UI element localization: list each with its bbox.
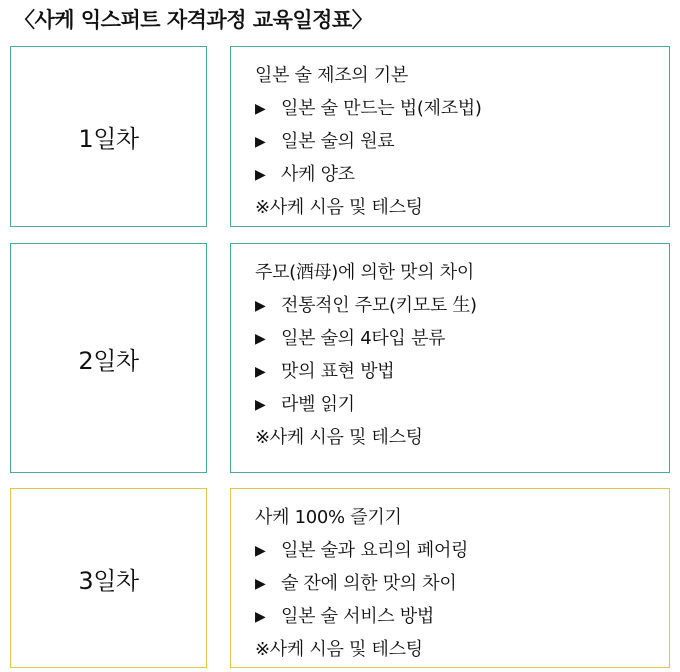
day-2-note: ※사케 시음 및 테스팅 (255, 427, 423, 448)
day-1-note: ※사케 시음 및 테스팅 (255, 197, 423, 218)
list-item-text: 일본 술과 요리의 페어링 (281, 540, 469, 561)
day-1-heading: 일본 술 제조의 기본 (255, 65, 408, 86)
day-3-content (230, 488, 670, 668)
bullet-triangle-icon: ▶ (255, 543, 266, 559)
day-3-box (10, 488, 207, 668)
list-item (255, 388, 669, 421)
list-item-text: 일본 술 만드는 법(제조법) (281, 98, 482, 119)
bullet-triangle-icon: ▶ (255, 298, 266, 314)
day-1-label: 1일차 (78, 125, 139, 153)
list-item-text: 일본 술의 원료 (281, 131, 395, 152)
list-item (255, 289, 669, 322)
bullet-triangle-icon: ▶ (255, 134, 266, 150)
list-item-text: 전통적인 주모(키모토 生) (281, 295, 477, 316)
day-1-content (230, 46, 670, 227)
list-item (255, 567, 669, 600)
bullet-triangle-icon: ▶ (255, 576, 266, 592)
day-2-heading: 주모(酒母)에 의한 맛의 차이 (255, 262, 474, 283)
day-3-heading: 사케 100% 즐기기 (255, 507, 402, 528)
bullet-triangle-icon: ▶ (255, 101, 266, 117)
list-item-text: 라벨 읽기 (281, 394, 355, 415)
list-item (255, 355, 669, 388)
bullet-triangle-icon: ▶ (255, 364, 266, 380)
day-3-note: ※사케 시음 및 테스팅 (255, 639, 423, 660)
bullet-triangle-icon: ▶ (255, 331, 266, 347)
list-item-text: 일본 술 서비스 방법 (281, 606, 434, 627)
bullet-triangle-icon: ▶ (255, 609, 266, 625)
page-title: 〈사케 익스퍼트 자격과정 교육일정표〉 (14, 8, 373, 32)
list-item (255, 158, 669, 191)
bullet-triangle-icon: ▶ (255, 397, 266, 413)
list-item-text: 사케 양조 (281, 164, 355, 185)
list-item (255, 125, 669, 158)
day-3-label: 3일차 (78, 566, 139, 595)
bullet-triangle-icon: ▶ (255, 167, 266, 183)
list-item-text: 일본 술의 4타입 분류 (281, 328, 446, 349)
day-2-content (230, 243, 670, 473)
day-2-label: 2일차 (78, 346, 139, 375)
list-item-text: 맛의 표현 방법 (281, 361, 395, 382)
list-item (255, 92, 669, 125)
list-item (255, 534, 669, 567)
day-2-box (10, 243, 207, 473)
list-item-text: 술 잔에 의한 맛의 차이 (281, 573, 457, 594)
day-1-box (10, 46, 207, 227)
list-item (255, 322, 669, 355)
list-item (255, 600, 669, 633)
